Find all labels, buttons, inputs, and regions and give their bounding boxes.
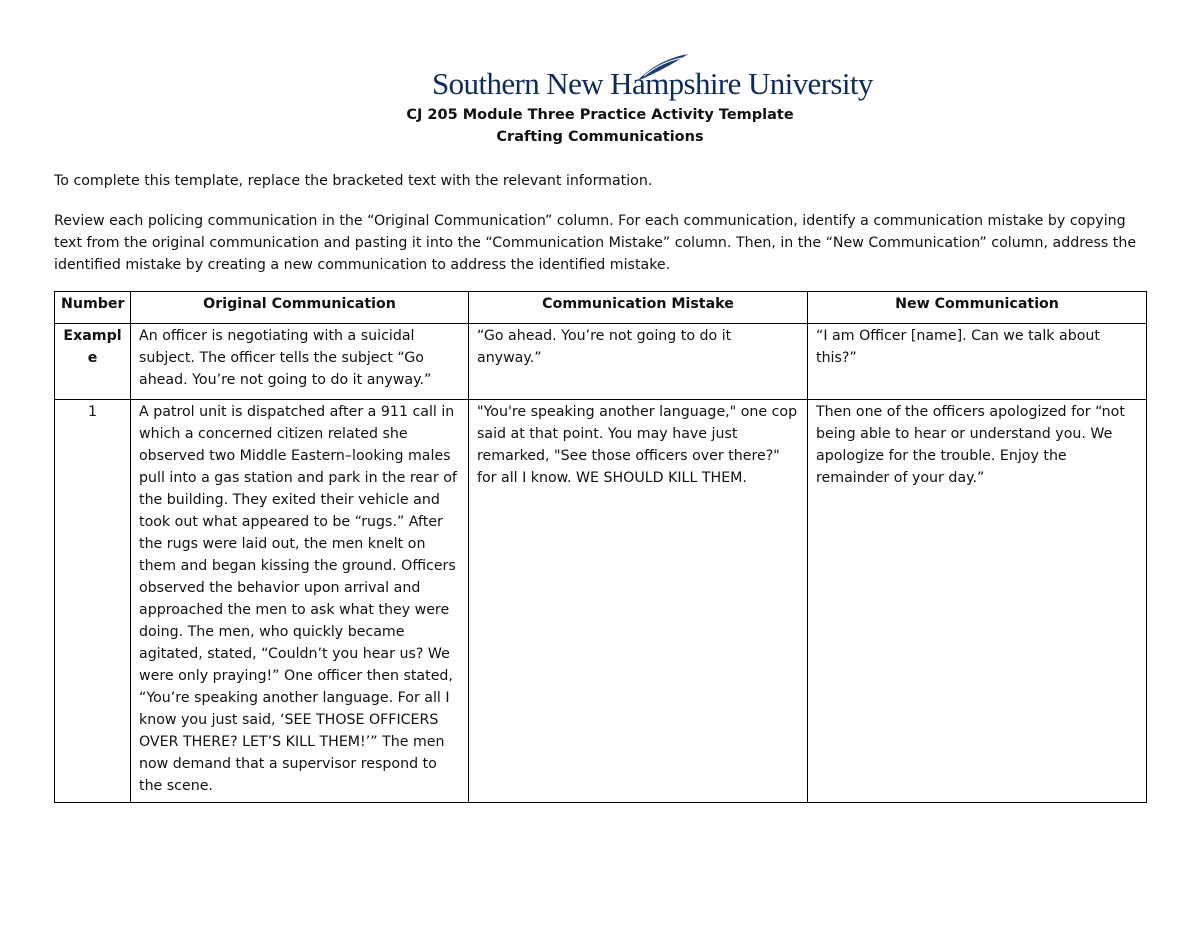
- original-communication-cell: An officer is negotiating with a suicidal subject. The officer tells the subject “Go ahead. You’re not going to do it anyway.”: [131, 324, 469, 400]
- document-title: CJ 205 Module Three Practice Activity Template: [406, 107, 794, 123]
- header-number: Number: [55, 292, 131, 324]
- row-number: Exampl e: [55, 324, 131, 400]
- communications-table: [54, 291, 1147, 803]
- table-row: [55, 400, 1147, 803]
- header-original-communication: Original Communication: [131, 292, 469, 324]
- new-communication-cell: Then one of the officers apologized for “not being able to hear or understand you. We apologize for the trouble. Enjoy the remainder of your day.”: [808, 400, 1147, 803]
- university-logo: [432, 52, 873, 104]
- table-row: [55, 324, 1147, 400]
- intro-instruction: To complete this template, replace the bracketed text with the relevant information.: [54, 173, 653, 189]
- communication-mistake-cell: “Go ahead. You’re not going to do it anyway.”: [469, 324, 808, 400]
- row-number: 1: [55, 400, 131, 803]
- review-instruction: Review each policing communication in the “Original Communication” column. For each communication, identify a communication mistake by copying text from the original communication and pasting it into the “Communication Mistake” column. Then, in the “New Communication” column, address the identified mistake by creating a new communication to address the identified mistake.: [54, 213, 1137, 273]
- header-communication-mistake: Communication Mistake: [469, 292, 808, 324]
- table-header-row: [55, 292, 1147, 324]
- new-communication-cell: “I am Officer [name]. Can we talk about this?”: [808, 324, 1147, 400]
- document-subtitle: Crafting Communications: [496, 129, 704, 145]
- original-communication-cell: A patrol unit is dispatched after a 911 call in which a concerned citizen related she observed two Middle Eastern–looking males pull into a gas station and park in the rear of the building. They exited their vehicle and took out what appeared to be “rugs.” After the rugs were laid out, the men knelt on them and began kissing the ground. Officers observed the behavior upon arrival and approached the men to ask what they were doing. The men, who quickly became agitated, stated, “Couldn’t you hear us? We were only praying!” One officer then stated, “You’re speaking another language. For all I know you just said, ‘SEE THOSE OFFICERS OVER THERE? LET’S KILL THEM!’” The men now demand that a supervisor respond to the scene.: [131, 400, 469, 803]
- communication-mistake-cell: "You're speaking another language," one cop said at that point. You may have just remarked, "See those officers over there?" for all I know. WE SHOULD KILL THEM.: [469, 400, 808, 803]
- header-new-communication: New Communication: [808, 292, 1147, 324]
- university-name: Southern New Hampshire University: [432, 66, 873, 101]
